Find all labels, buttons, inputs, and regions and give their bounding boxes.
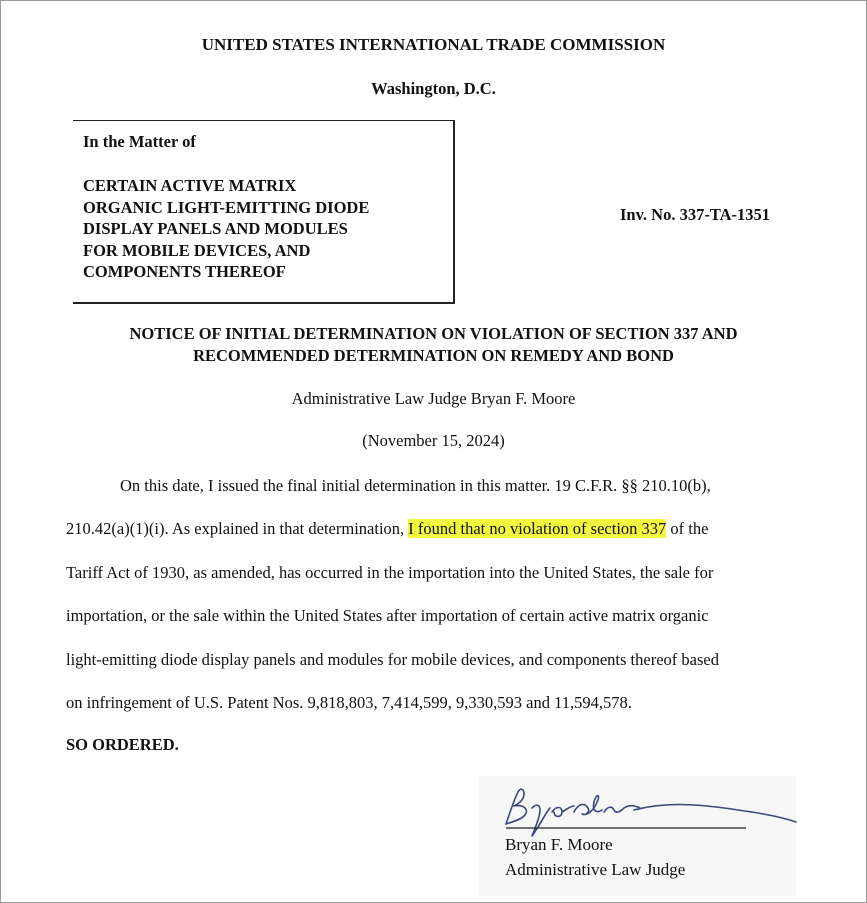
signer-name: Bryan F. Moore (505, 835, 613, 854)
agency-title: UNITED STATES INTERNATIONAL TRADE COMMISSION (201, 35, 666, 54)
body-line-4: importation, or the sale within the United States after importation of certain active matrix organic (66, 606, 709, 625)
agency-location: Washington, D.C. (371, 79, 496, 98)
notice-date: (November 15, 2024) (362, 431, 505, 450)
judge-line: Administrative Law Judge Bryan F. Moore (291, 389, 576, 408)
signer-title: Administrative Law Judge (505, 860, 686, 879)
body-line-1: On this date, I issued the final initial determination in this matter. 19 C.F.R. §§ 210.10(b), (120, 476, 711, 495)
caption-line: FOR MOBILE DEVICES, AND (83, 240, 311, 260)
notice-title-line1: NOTICE OF INITIAL DETERMINATION ON VIOLATION OF SECTION 337 AND (129, 324, 738, 343)
notice-title (0, 323, 867, 367)
caption-line: DISPLAY PANELS AND MODULES (83, 219, 348, 238)
notice-title-line2: RECOMMENDED DETERMINATION ON REMEDY AND BOND (193, 346, 674, 365)
case-caption (83, 175, 369, 283)
highlighted-finding: I found that no violation of section 337 (408, 519, 667, 538)
body-text: 210.42(a)(1)(i). As explained in that determination, (66, 519, 409, 538)
investigation-number: Inv. No. 337-TA-1351 (620, 205, 771, 224)
body-line-5: light-emitting diode display panels and modules for mobile devices, and components thereof based (66, 650, 719, 669)
body-line-3: Tariff Act of 1930, as amended, has occurred in the importation into the United States, the sale for (66, 563, 714, 582)
caption-line: ORGANIC LIGHT-EMITTING DIODE (83, 197, 370, 217)
body-line-6: on infringement of U.S. Patent Nos. 9,818,803, 7,414,599, 9,330,593 and 11,594,578. (66, 693, 632, 712)
caption-line: COMPONENTS THEREOF (83, 262, 286, 281)
so-ordered: SO ORDERED. (66, 735, 179, 754)
in-the-matter-label: In the Matter of (83, 132, 196, 151)
body-line-2 (66, 519, 708, 539)
caption-line: CERTAIN ACTIVE MATRIX (83, 176, 297, 195)
body-text: of the (666, 519, 709, 538)
